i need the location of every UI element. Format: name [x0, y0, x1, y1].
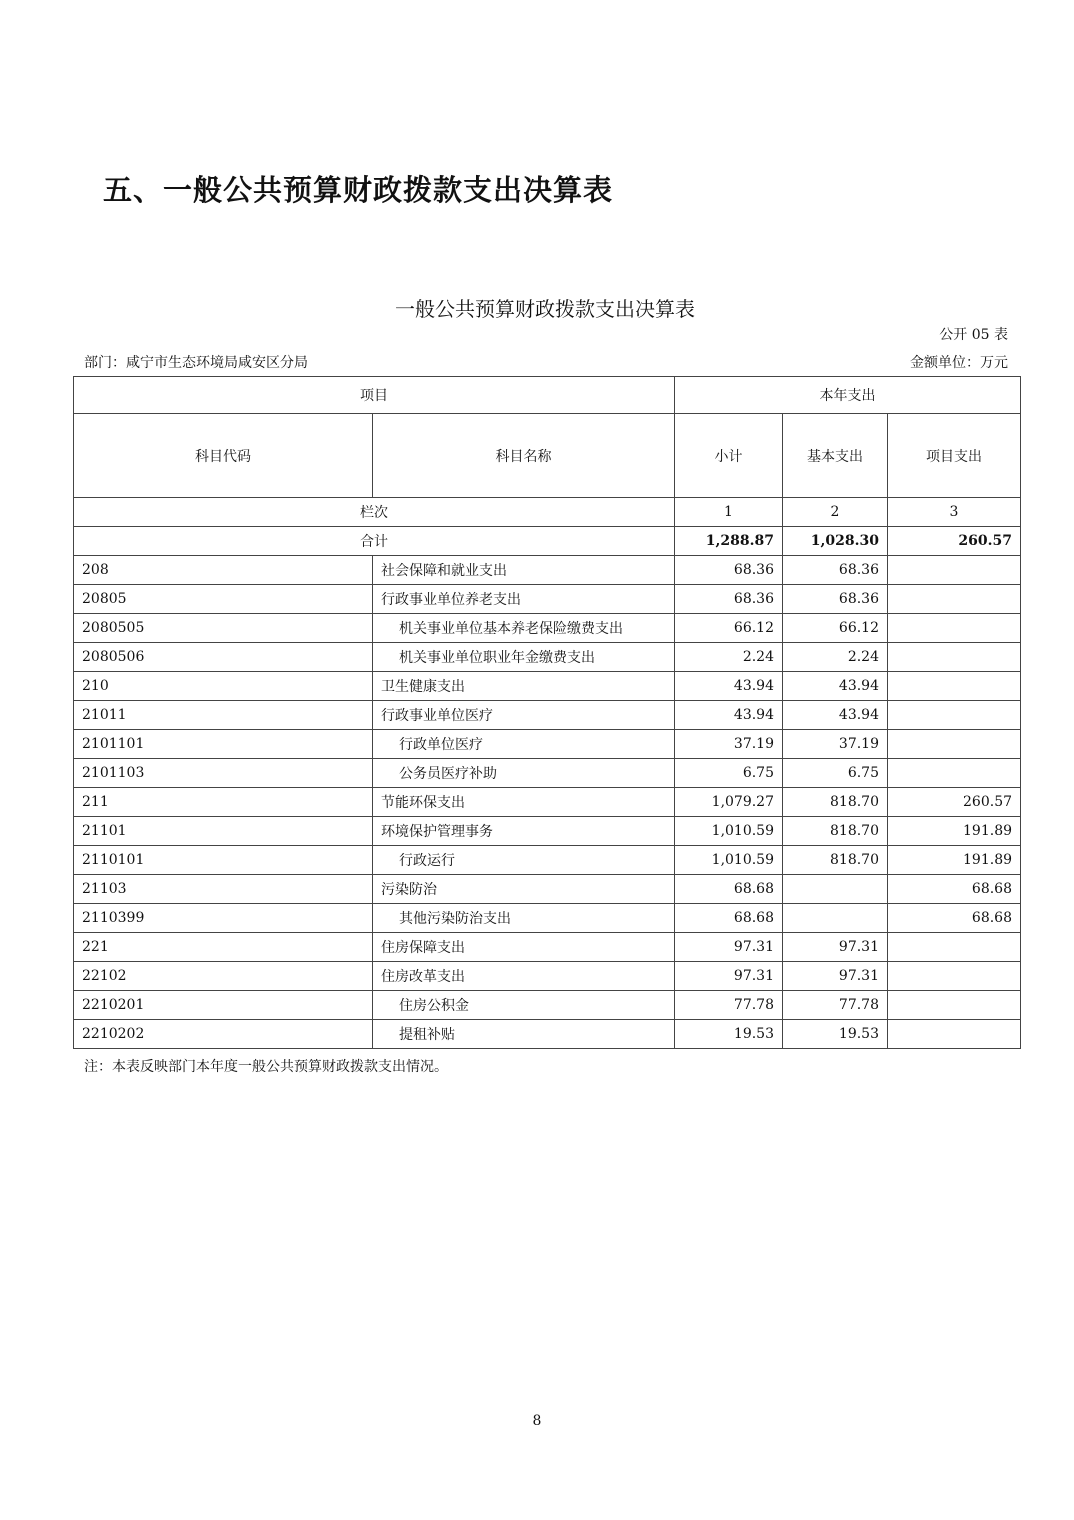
- row-basic: 19.53: [783, 1020, 888, 1049]
- row-code: 2101103: [74, 759, 373, 788]
- row-subtotal: 68.68: [675, 875, 783, 904]
- row-subtotal: 2.24: [675, 643, 783, 672]
- total-project: 260.57: [888, 527, 1021, 556]
- row-name: 其他污染防治支出: [373, 904, 675, 933]
- table-row: [74, 556, 1021, 585]
- row-name: 社会保障和就业支出: [373, 556, 675, 585]
- row-project: 68.68: [888, 904, 1021, 933]
- row-basic: [783, 875, 888, 904]
- row-subtotal: 68.68: [675, 904, 783, 933]
- table-row: [74, 643, 1021, 672]
- table-row: [74, 962, 1021, 991]
- header-code: 科目代码: [74, 414, 373, 498]
- row-basic: 6.75: [783, 759, 888, 788]
- row-project: [888, 585, 1021, 614]
- table-row: [74, 904, 1021, 933]
- department-label: 部门：咸宁市生态环境局咸安区分局: [84, 355, 308, 371]
- total-basic: 1,028.30: [783, 527, 888, 556]
- row-basic: 818.70: [783, 817, 888, 846]
- header-current-year: 本年支出: [675, 377, 1021, 414]
- column-index-1: 1: [675, 498, 783, 527]
- row-basic: 97.31: [783, 962, 888, 991]
- header-project: 项目支出: [888, 414, 1021, 498]
- row-subtotal: 6.75: [675, 759, 783, 788]
- row-name: 污染防治: [373, 875, 675, 904]
- header-subtotal: 小计: [675, 414, 783, 498]
- table-row: [74, 759, 1021, 788]
- total-subtotal: 1,288.87: [675, 527, 783, 556]
- table-row: [74, 846, 1021, 875]
- row-basic: 818.70: [783, 788, 888, 817]
- row-project: 68.68: [888, 875, 1021, 904]
- row-subtotal: 1,010.59: [675, 817, 783, 846]
- row-subtotal: 1,010.59: [675, 846, 783, 875]
- table-row: [74, 933, 1021, 962]
- row-name: 环境保护管理事务: [373, 817, 675, 846]
- row-name: 行政事业单位医疗: [373, 701, 675, 730]
- table-row: [74, 991, 1021, 1020]
- row-basic: 68.36: [783, 556, 888, 585]
- table-row: [74, 701, 1021, 730]
- column-index-2: 2: [783, 498, 888, 527]
- row-basic: 37.19: [783, 730, 888, 759]
- row-basic: 77.78: [783, 991, 888, 1020]
- row-name: 行政单位医疗: [373, 730, 675, 759]
- amount-unit-label: 金额单位：万元: [910, 355, 1008, 371]
- row-project: [888, 556, 1021, 585]
- row-subtotal: 43.94: [675, 672, 783, 701]
- row-code: 221: [74, 933, 373, 962]
- table-row: [74, 672, 1021, 701]
- row-basic: 43.94: [783, 701, 888, 730]
- row-project: 260.57: [888, 788, 1021, 817]
- row-name: 住房公积金: [373, 991, 675, 1020]
- table-row: [74, 875, 1021, 904]
- row-project: [888, 701, 1021, 730]
- row-project: [888, 962, 1021, 991]
- row-project: [888, 759, 1021, 788]
- row-subtotal: 43.94: [675, 701, 783, 730]
- row-code: 2110101: [74, 846, 373, 875]
- row-basic: 2.24: [783, 643, 888, 672]
- row-name: 机关事业单位职业年金缴费支出: [373, 643, 675, 672]
- row-subtotal: 66.12: [675, 614, 783, 643]
- row-subtotal: 97.31: [675, 962, 783, 991]
- row-name: 住房改革支出: [373, 962, 675, 991]
- header-basic: 基本支出: [783, 414, 888, 498]
- table-row: [74, 817, 1021, 846]
- row-name: 机关事业单位基本养老保险缴费支出: [373, 614, 675, 643]
- column-index-row: [74, 498, 1021, 527]
- row-code: 2080505: [74, 614, 373, 643]
- row-basic: 818.70: [783, 846, 888, 875]
- row-subtotal: 68.36: [675, 585, 783, 614]
- row-name: 节能环保支出: [373, 788, 675, 817]
- row-code: 2210202: [74, 1020, 373, 1049]
- row-project: [888, 1020, 1021, 1049]
- table-row: [74, 1020, 1021, 1049]
- row-subtotal: 37.19: [675, 730, 783, 759]
- total-row: [74, 527, 1021, 556]
- row-subtotal: 97.31: [675, 933, 783, 962]
- row-code: 2210201: [74, 991, 373, 1020]
- row-name: 公务员医疗补助: [373, 759, 675, 788]
- row-project: 191.89: [888, 846, 1021, 875]
- row-subtotal: 1,079.27: [675, 788, 783, 817]
- total-label: 合计: [74, 527, 675, 556]
- row-name: 卫生健康支出: [373, 672, 675, 701]
- row-name: 住房保障支出: [373, 933, 675, 962]
- row-code: 20805: [74, 585, 373, 614]
- row-subtotal: 68.36: [675, 556, 783, 585]
- row-basic: 43.94: [783, 672, 888, 701]
- row-code: 210: [74, 672, 373, 701]
- row-name: 行政运行: [373, 846, 675, 875]
- column-index-label: 栏次: [74, 498, 675, 527]
- table-row: [74, 585, 1021, 614]
- row-basic: [783, 904, 888, 933]
- table-row: [74, 614, 1021, 643]
- table-title: 一般公共预算财政拨款支出决算表: [395, 297, 695, 321]
- row-basic: 66.12: [783, 614, 888, 643]
- row-code: 2080506: [74, 643, 373, 672]
- table-row: [74, 788, 1021, 817]
- row-subtotal: 19.53: [675, 1020, 783, 1049]
- row-project: 191.89: [888, 817, 1021, 846]
- row-code: 2110399: [74, 904, 373, 933]
- table-note: 注：本表反映部门本年度一般公共预算财政拨款支出情况。: [84, 1059, 448, 1075]
- row-code: 21103: [74, 875, 373, 904]
- column-index-3: 3: [888, 498, 1021, 527]
- header-name: 科目名称: [373, 414, 675, 498]
- header-row-2: [74, 414, 1021, 498]
- section-heading: 五、一般公共预算财政拨款支出决算表: [103, 173, 614, 207]
- row-subtotal: 77.78: [675, 991, 783, 1020]
- row-name: 行政事业单位养老支出: [373, 585, 675, 614]
- expenditure-table: [73, 376, 1021, 1049]
- row-project: [888, 643, 1021, 672]
- header-item: 项目: [74, 377, 675, 414]
- row-basic: 97.31: [783, 933, 888, 962]
- row-project: [888, 730, 1021, 759]
- form-number: 公开 05 表: [939, 327, 1008, 343]
- row-code: 2101101: [74, 730, 373, 759]
- row-project: [888, 672, 1021, 701]
- row-project: [888, 614, 1021, 643]
- row-name: 提租补贴: [373, 1020, 675, 1049]
- row-code: 208: [74, 556, 373, 585]
- page-number: 8: [532, 1413, 542, 1429]
- table-row: [74, 730, 1021, 759]
- row-project: [888, 991, 1021, 1020]
- header-row-1: [74, 377, 1021, 414]
- row-basic: 68.36: [783, 585, 888, 614]
- row-code: 21101: [74, 817, 373, 846]
- row-project: [888, 933, 1021, 962]
- row-code: 22102: [74, 962, 373, 991]
- row-code: 21011: [74, 701, 373, 730]
- row-code: 211: [74, 788, 373, 817]
